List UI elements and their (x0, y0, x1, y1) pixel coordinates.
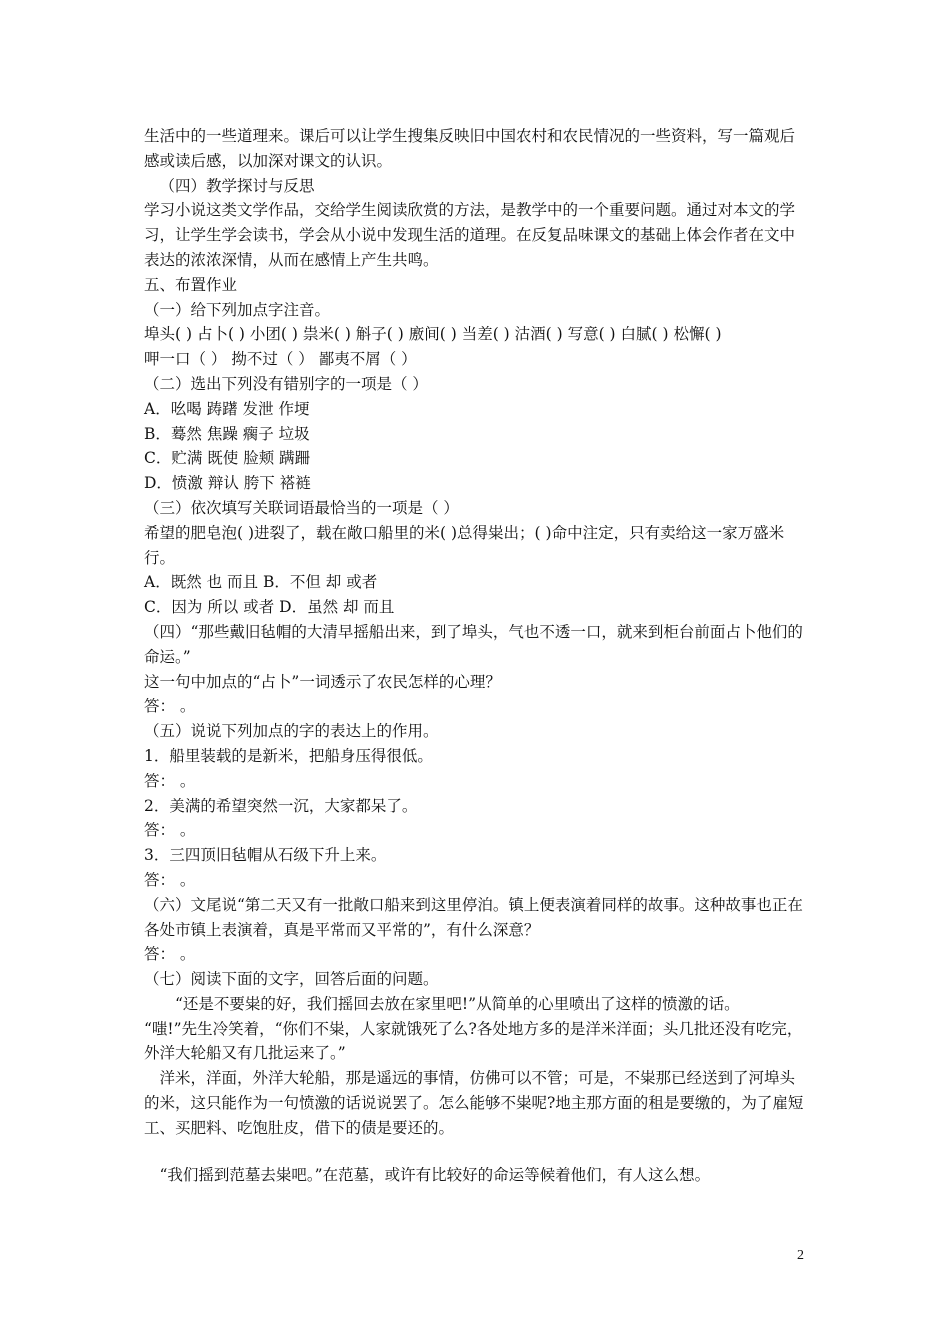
paragraph: “嗤!”先生冷笑着，“你们不粜，人家就饿死了么?各处地方多的是洋米洋面；头几批还没有吃完，外洋大轮船又有几批运来了。” (144, 1019, 803, 1063)
paragraph: “我们摇到范墓去粜吧。”在范墓，或许有比较好的命运等候着他们，有人这么想。 (159, 1165, 711, 1184)
paragraph: 埠头( ) 占卜( ) 小团( ) 祟米( ) 斛子( ) 廒间( ) 当差( ) 沽酒( ) 写意( ) 白腻( ) 松懈( ) (144, 325, 722, 344)
paragraph: B．蓦然 焦躁 瘸子 垃圾 (144, 424, 310, 443)
paragraph: 学习小说这类文学作品，交给学生阅读欣赏的方法，是教学中的一个重要问题。通过对本文的学习，让学生学会读书，学会从小说中发现生活的道理。在反复品味课文的基础上体会作者在文中表达的浓浓深情，从而在感情上产生共鸣。 (144, 201, 796, 269)
paragraph: 答： 。 (144, 821, 196, 840)
paragraph: （三）依次填写关联词语最恰当的一项是（ ） (144, 498, 459, 517)
paragraph: （四）“那些戴旧毡帽的大清早摇船出来，到了埠头，气也不透一口，就来到柜台前面占卜他们的命运。” (144, 622, 803, 666)
document-body (144, 124, 809, 1187)
paragraph: “还是不要粜的好，我们摇回去放在家里吧!”从简单的心里喷出了这样的愤激的话。 (175, 994, 740, 1013)
paragraph: （四）教学探讨与反思 (159, 176, 315, 195)
paragraph: C．因为 所以 或者 D．虽然 却 而且 (144, 598, 395, 617)
paragraph: 这一句中加点的“占卜”一词透示了农民怎样的心理？ (144, 672, 501, 691)
paragraph: 答： 。 (144, 697, 196, 716)
paragraph: （二）选出下列没有错别字的一项是（ ） (144, 374, 428, 393)
paragraph: 生活中的一些道理来。课后可以让学生搜集反映旧中国农村和农民情况的一些资料，写一篇观后感或读后感，以加深对课文的认识。 (144, 127, 796, 170)
paragraph: （七）阅读下面的文字，回答后面的问题。 (144, 970, 439, 989)
paragraph: 五、布置作业 (144, 275, 238, 294)
paragraph: A．既然 也 而且 B．不但 却 或者 (144, 573, 378, 592)
paragraph: 呷一口（ ） 拗不过（ ） 鄙夷不屑（ ） (144, 350, 417, 369)
paragraph-gap (144, 1141, 809, 1163)
paragraph: 1．船里装载的是新米，把船身压得很低。 (144, 746, 433, 765)
paragraph: 3．三四顶旧毡帽从石级下升上来。 (144, 846, 387, 865)
paragraph: 答： 。 (144, 771, 196, 790)
paragraph: 答： 。 (144, 870, 196, 889)
paragraph: 洋米，洋面，外洋大轮船，那是遥远的事情，仿佛可以不管；可是，不粜那已经送到了河埠头的米，这只能作为一句愤激的话说说罢了。怎么能够不粜呢?地主那方面的租是要缴的，为了雇短工、买肥料、吃饱肚皮，借下的债是要还的。 (144, 1069, 804, 1137)
paragraph: 答： 。 (144, 945, 196, 964)
page-number: 2 (797, 1248, 804, 1263)
paragraph: （五）说说下列加点的字的表达上的作用。 (144, 722, 439, 741)
paragraph: （一）给下列加点字注音。 (144, 300, 331, 319)
paragraph: （六）文尾说“第二天又有一批敞口船来到这里停泊。镇上便表演着同样的故事。这种故事也正在各处市镇上表演着，真是平常而又平常的”，有什么深意？ (144, 895, 803, 939)
paragraph: D．愤激 辩认 胯下 褡裢 (144, 474, 311, 493)
paragraph: 希望的肥皂泡( )进裂了，载在敞口船里的米( )总得粜出；( )命中注定，只有卖给这一家万盛米行。 (144, 523, 785, 567)
paragraph: A．吆喝 踌躇 发泄 作埂 (144, 399, 310, 418)
paragraph: C．贮满 既使 脸颊 蹒跚 (144, 449, 311, 468)
paragraph: 2．美满的希望突然一沉，大家都呆了。 (144, 796, 418, 815)
